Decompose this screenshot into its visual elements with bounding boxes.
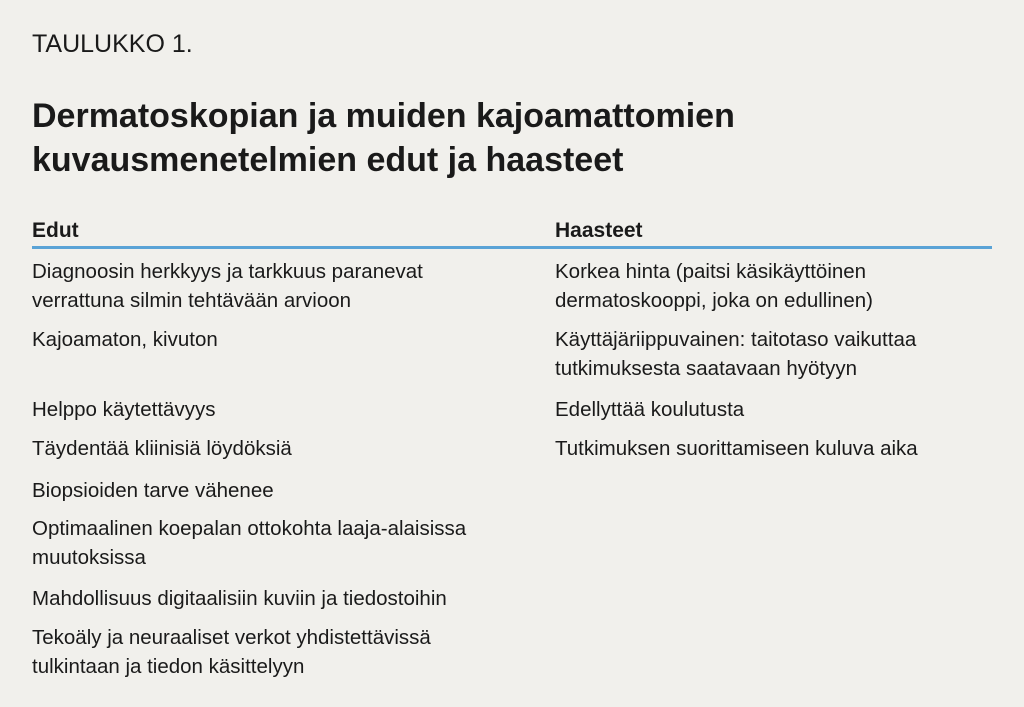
haasteet-item: Edellyttää koulutusta [555,398,745,421]
edut-item: Diagnoosin herkkyys ja tarkkuus paranevat verrattuna silmin tehtävään arvioon [32,260,423,312]
haasteet-item: Tutkimuksen suorittamiseen kuluva aika [555,437,918,460]
haasteet-item: Käyttäjäriippuvainen: taitotaso vaikuttaa tutkimuksesta saatavaan hyötyyn [555,328,917,380]
table-title-text: Dermatoskopian ja muiden kajoamattomien kuvausmenetelmien edut ja haasteet [32,97,735,179]
haasteet-item: Korkea hinta (paitsi käsikäyttöinen dermatoskooppi, joka on edullinen) [555,260,873,312]
table-header-row [32,216,992,249]
edut-item: Mahdollisuus digitaalisiin kuviin ja tiedostoihin [32,587,447,610]
edut-item: Helppo käytettävyys [32,398,216,421]
table-label: TAULUKKO 1. [32,30,193,58]
edut-item: Optimaalinen koepalan ottokohta laaja-alaisissa muutoksissa [32,517,467,569]
edut-item: Tekoäly ja neuraaliset verkot yhdistettävissä tulkintaan ja tiedon käsittelyyn [32,626,431,678]
column-header-haasteet: Haasteet [555,219,643,242]
edut-item: Biopsioiden tarve vähenee [32,479,274,502]
edut-item: Täydentää kliinisiä löydöksiä [32,437,292,460]
column-header-edut: Edut [32,219,79,242]
edut-item: Kajoamaton, kivuton [32,328,218,351]
table-title [32,94,992,182]
